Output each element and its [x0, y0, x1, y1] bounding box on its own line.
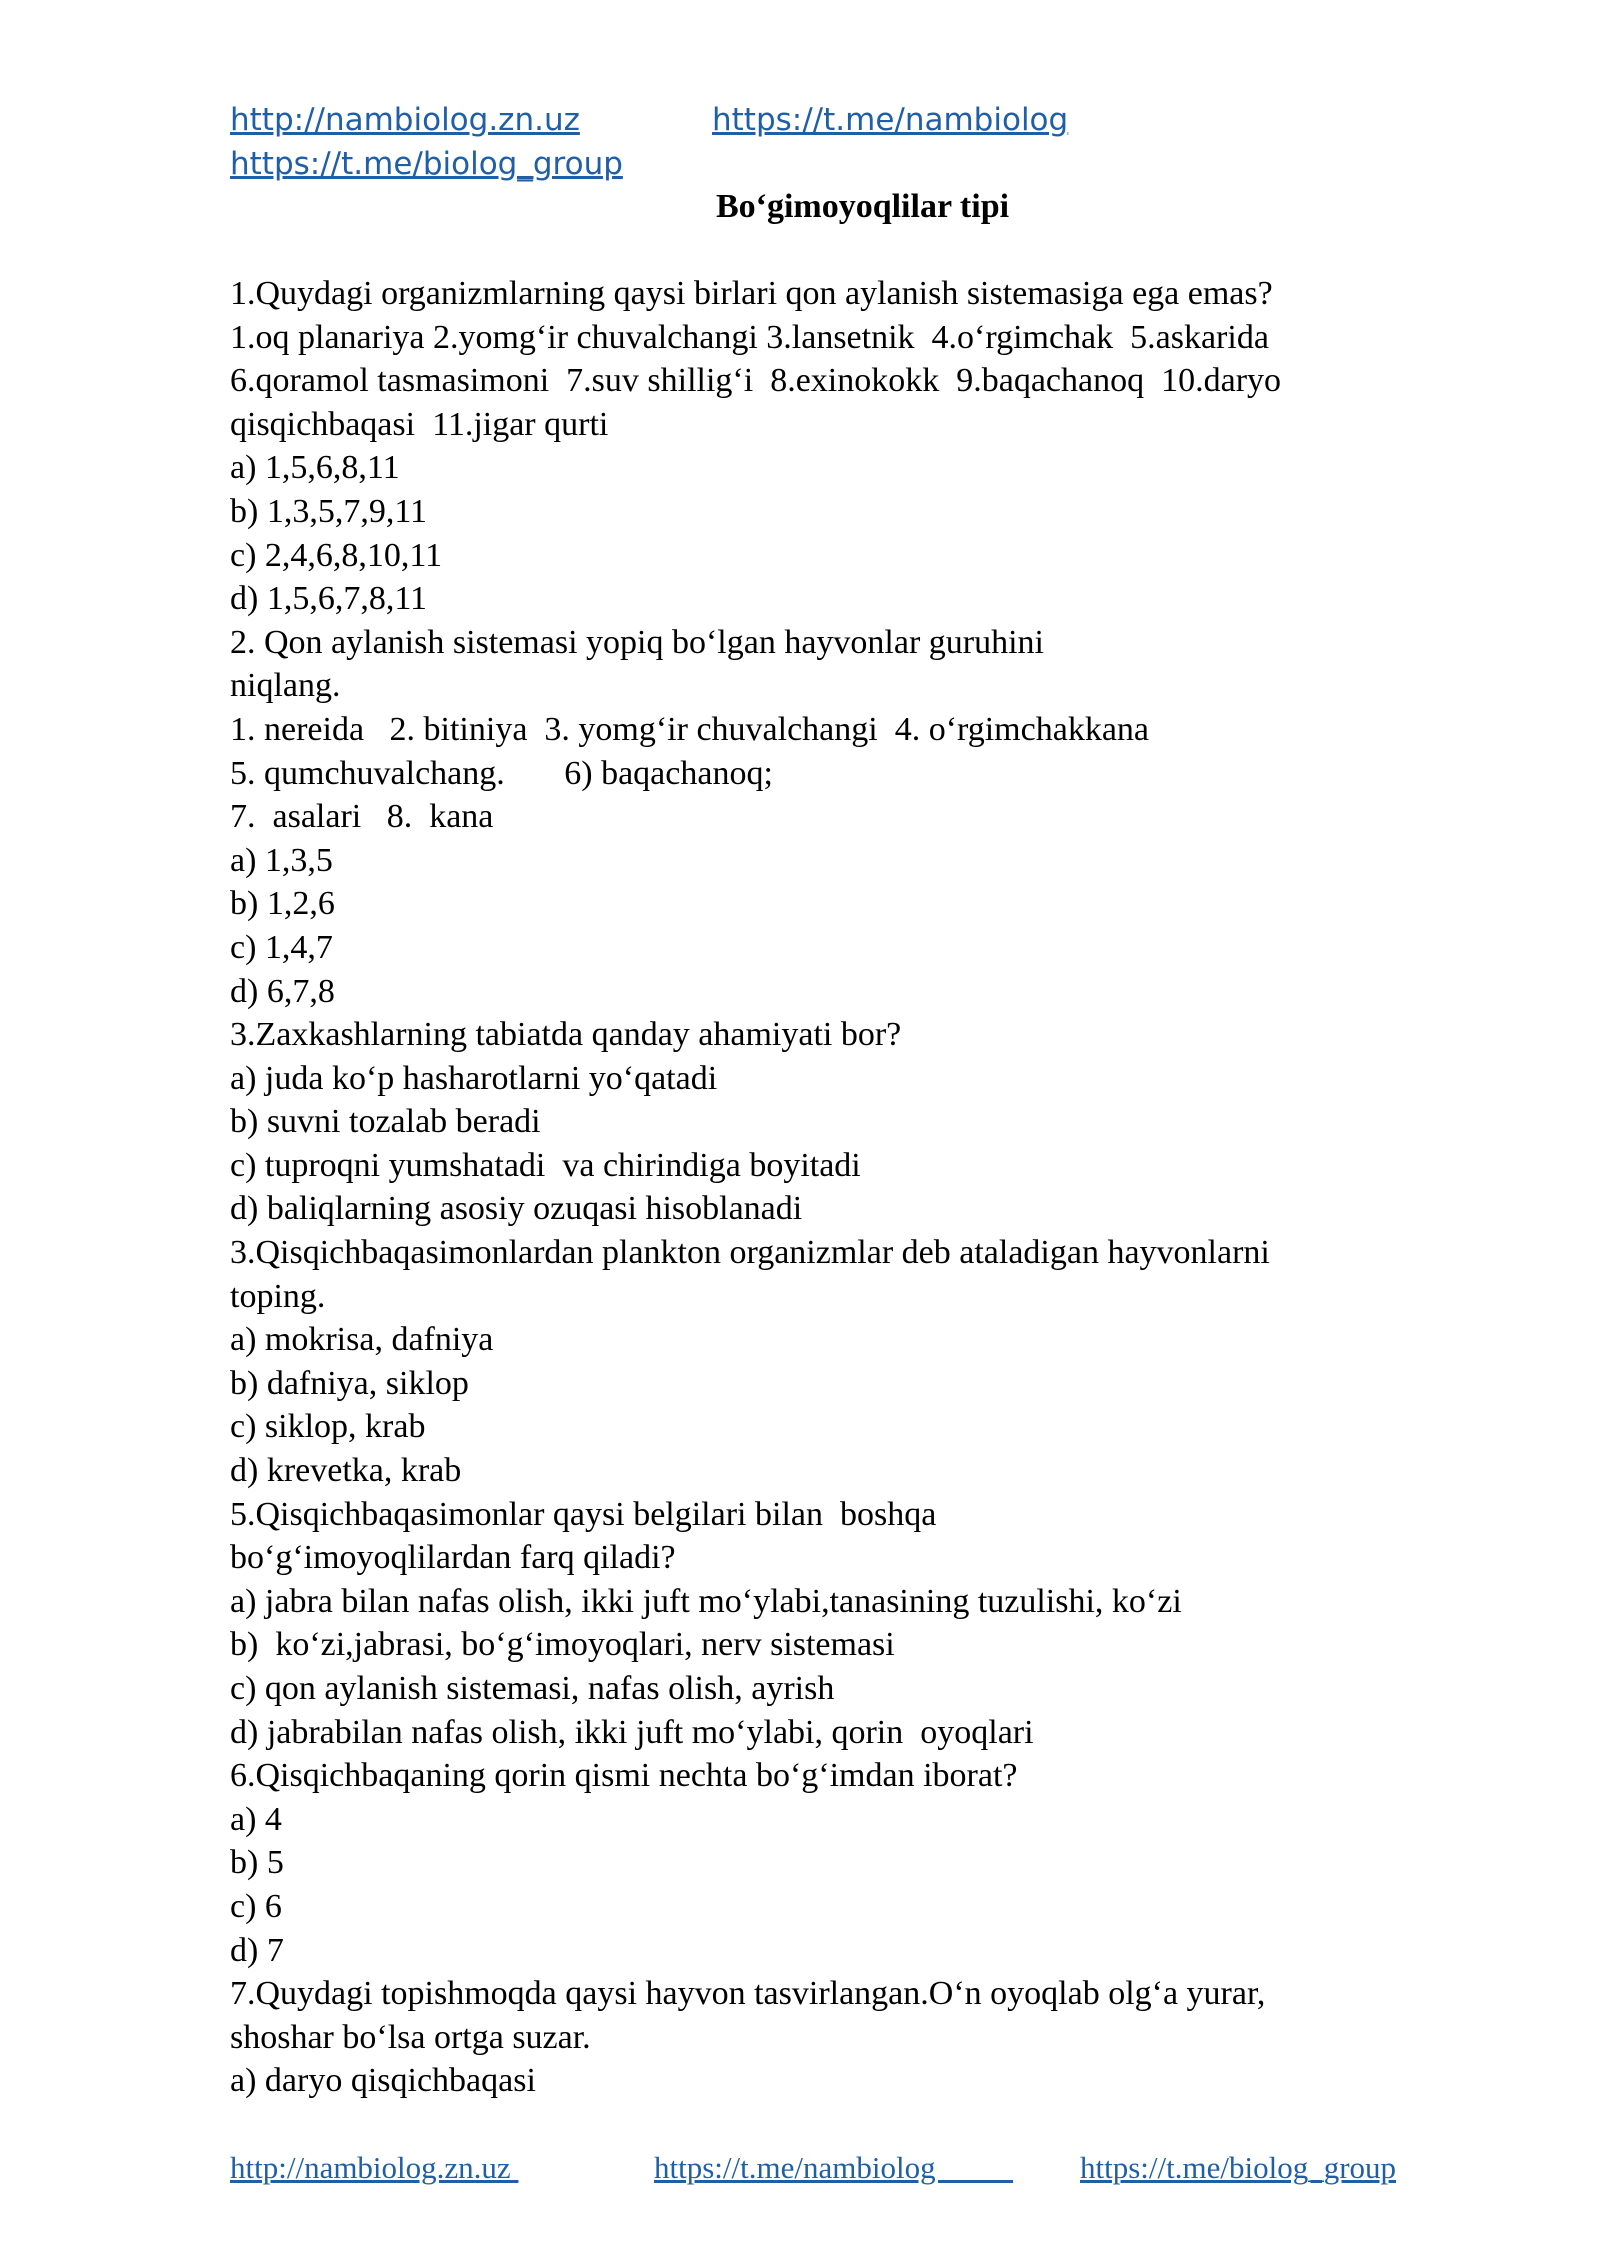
text-line: 5. qumchuvalchang. 6) baqachanoq;	[230, 754, 773, 792]
text-line: d) jabrabilan nafas olish, ikki juft mo‘ylabi, qorin oyoqlari	[230, 1713, 1034, 1751]
text-line: d) 7	[230, 1931, 284, 1969]
text-line: c) tuproqni yumshatadi va chirindiga boyitadi	[230, 1146, 861, 1184]
header-link-telegram-group[interactable]: https://t.me/biolog_group	[230, 146, 623, 182]
text-line: toping.	[230, 1277, 326, 1315]
text-line: b) ko‘zi,jabrasi, bo‘g‘imoyoqlari, nerv sistemasi	[230, 1626, 895, 1664]
text-line: c) 6	[230, 1887, 282, 1925]
text-line: a) juda ko‘p hasharotlarni yo‘qatadi	[230, 1059, 718, 1097]
text-line: a) 4	[230, 1800, 282, 1838]
footer-link-telegram-channel[interactable]: https://t.me/nambiolog	[654, 2150, 1014, 2185]
text-line: b) 5	[230, 1844, 284, 1882]
text-line: d) baliqlarning asosiy ozuqasi hisoblanadi	[230, 1190, 803, 1228]
text-line: 1. nereida 2. bitiniya 3. yomg‘ir chuvalchangi 4. o‘rgimchakkana	[230, 710, 1149, 748]
text-line: 5.Qisqichbaqasimonlar qaysi belgilari bilan boshqa	[230, 1495, 937, 1533]
text-line: 7.Quydagi topishmoqda qaysi hayvon tasvirlangan.O‘n oyoqlab olg‘a yurar,	[230, 1975, 1266, 2013]
text-line: 3.Zaxkashlarning tabiatda qanday ahamiyati bor?	[230, 1016, 902, 1054]
text-line: d) 6,7,8	[230, 972, 335, 1010]
page-footer	[230, 2146, 1430, 2190]
text-line: 3.Qisqichbaqasimonlardan plankton organizmlar deb ataladigan hayvonlarni	[230, 1234, 1270, 1272]
text-line: c) 1,4,7	[230, 928, 333, 966]
document-title: Bo‘gimoyoqlilar tipi	[715, 188, 1010, 225]
text-line: c) 2,4,6,8,10,11	[230, 536, 443, 574]
text-line: a) mokrisa, dafniya	[230, 1321, 494, 1359]
text-line: shoshar bo‘lsa ortga suzar.	[230, 2018, 591, 2056]
text-line: a) jabra bilan nafas olish, ikki juft mo‘ylabi,tanasining tuzulishi, ko‘zi	[230, 1582, 1182, 1620]
text-line: 1.oq planariya 2.yomg‘ir chuvalchangi 3.lansetnik 4.o‘rgimchak 5.askarida	[230, 318, 1269, 356]
text-line: 6.qoramol tasmasimoni 7.suv shillig‘i 8.exinokokk 9.baqachanoq 10.daryo	[230, 362, 1282, 400]
text-line: d) 1,5,6,7,8,11	[230, 580, 428, 618]
text-line: b) 1,3,5,7,9,11	[230, 492, 428, 530]
text-line: b) dafniya, siklop	[230, 1364, 469, 1402]
text-line: bo‘g‘imoyoqlilardan farq qiladi?	[230, 1539, 676, 1577]
text-line: c) siklop, krab	[230, 1408, 426, 1446]
text-line: 6.Qisqichbaqaning qorin qismi nechta bo‘g‘imdan iborat?	[230, 1757, 1018, 1795]
text-line: b) suvni tozalab beradi	[230, 1103, 541, 1141]
text-line: 2. Qon aylanish sistemasi yopiq bo‘lgan hayvonlar guruhini	[230, 623, 1044, 661]
text-line: niqlang.	[230, 667, 341, 705]
text-line: 1.Quydagi organizmlarning qaysi birlari qon aylanish sistemasiga ega emas?	[230, 275, 1273, 312]
text-line: qisqichbaqasi 11.jigar qurti	[230, 405, 609, 443]
header-link-website[interactable]: http://nambiolog.zn.uz	[230, 102, 580, 138]
footer-link-website[interactable]: http://nambiolog.zn.uz	[230, 2150, 519, 2185]
text-line: a) daryo qisqichbaqasi	[230, 2062, 536, 2100]
document-body	[230, 272, 1410, 2103]
text-line: b) 1,2,6	[230, 885, 335, 923]
text-line: a) 1,3,5	[230, 841, 333, 879]
header-link-telegram-channel[interactable]: https://t.me/nambiolog	[712, 102, 1069, 138]
footer-link-telegram-group[interactable]: https://t.me/biolog_group	[1080, 2150, 1397, 2185]
text-line: d) krevetka, krab	[230, 1452, 462, 1490]
text-line: 7. asalari 8. kana	[230, 798, 494, 836]
text-line: a) 1,5,6,8,11	[230, 449, 400, 487]
text-line: c) qon aylanish sistemasi, nafas olish, ayrish	[230, 1670, 835, 1707]
